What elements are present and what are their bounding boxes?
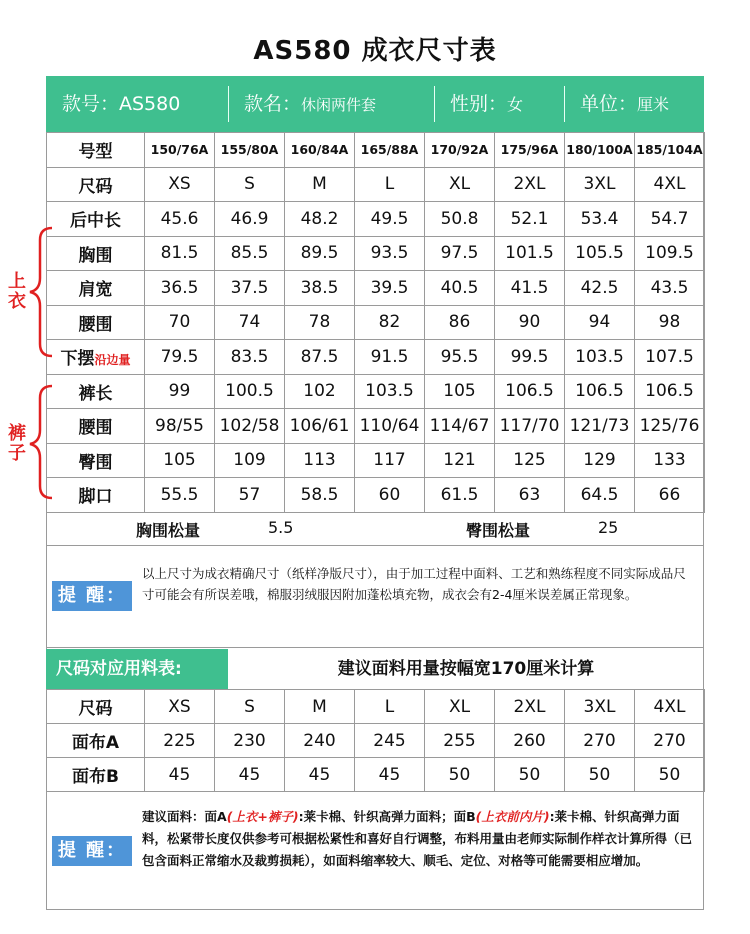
value-cell: 55.5 [145, 478, 215, 513]
value-cell: 103.5 [565, 340, 635, 375]
model-cell: 150/76A [145, 133, 215, 168]
size-cell: S [215, 690, 285, 724]
value-cell: 58.5 [285, 478, 355, 513]
value-cell: 54.7 [635, 202, 705, 237]
row-label-text: 脚口 [78, 487, 113, 508]
value-cell: 117/70 [495, 409, 565, 444]
size-cell: XL [425, 167, 495, 202]
table-row [47, 236, 705, 271]
fabric-subheading: 建议面料用量按幅宽170厘米计算 [337, 659, 595, 679]
value-cell: 102/58 [215, 409, 285, 444]
table-row [47, 478, 705, 513]
size-cell: XL [425, 690, 495, 724]
ease-row [46, 511, 704, 546]
value-cell: 50 [425, 758, 495, 792]
value-cell: 45 [285, 758, 355, 792]
value-cell: 39.5 [355, 271, 425, 306]
value-cell: 125/76 [635, 409, 705, 444]
size-cell: S [215, 167, 285, 202]
row-label-text: 腰围 [78, 314, 113, 335]
value-cell: 270 [635, 724, 705, 758]
value-cell: 87.5 [285, 340, 355, 375]
value-cell: 78 [285, 305, 355, 340]
model-cell: 155/80A [215, 133, 285, 168]
value-cell: 86 [425, 305, 495, 340]
value-cell: 98 [635, 305, 705, 340]
style-name: 款名：休闲两件套 [244, 93, 377, 115]
value-cell: 240 [285, 724, 355, 758]
value-cell: 79.5 [145, 340, 215, 375]
value-cell: 48.2 [285, 202, 355, 237]
model-cell: 170/92A [425, 133, 495, 168]
value-cell: 94 [565, 305, 635, 340]
row-label: 面布A [47, 724, 145, 758]
chest-ease-value: 5.5 [268, 518, 294, 537]
hip-ease-label: 臀围松量 [466, 521, 531, 540]
value-cell: 81.5 [145, 236, 215, 271]
value-cell: 61.5 [425, 478, 495, 513]
value-cell: 106.5 [565, 374, 635, 409]
row-label: 尺码 [47, 690, 145, 724]
value-cell: 129 [565, 443, 635, 478]
size-cell: M [285, 690, 355, 724]
table-row [47, 305, 705, 340]
value-cell: 85.5 [215, 236, 285, 271]
value-cell: 91.5 [355, 340, 425, 375]
size-cell: 2XL [495, 690, 565, 724]
value-cell: 107.5 [635, 340, 705, 375]
row-label: 号型 [47, 133, 145, 168]
table-row [47, 409, 705, 444]
reminder-text: 以上尺寸为成衣精确尺寸（纸样净版尺寸），由于加工过程中面料、工艺和熟练程度不同实际成品尺寸可能会有所误差哦，棉服羽绒服因附加蓬松填充物，成衣会有2-4厘米误差属正常现象。 [142, 566, 686, 602]
row-label [47, 340, 145, 375]
value-cell: 38.5 [285, 271, 355, 306]
model-cell: 175/96A [495, 133, 565, 168]
value-cell: 109 [215, 443, 285, 478]
value-cell: 270 [565, 724, 635, 758]
row-label-text: 腰围 [78, 418, 113, 439]
value-cell: 41.5 [495, 271, 565, 306]
pants-group-bracket [30, 386, 52, 498]
fabric-table [46, 689, 705, 792]
reminder-tag: 提 醒： [52, 581, 132, 611]
value-cell: 46.9 [215, 202, 285, 237]
row-label [47, 443, 145, 478]
model-cell: 180/100A [565, 133, 635, 168]
value-cell: 52.1 [495, 202, 565, 237]
value-cell: 95.5 [425, 340, 495, 375]
hem-note: 沿边量 [94, 353, 131, 368]
page-title: AS580 成衣尺寸表 [253, 36, 497, 66]
value-cell: 225 [145, 724, 215, 758]
pants-group-label: 裤子 [8, 423, 26, 464]
size-cell: 3XL [565, 167, 635, 202]
value-cell: 99.5 [495, 340, 565, 375]
hip-ease-value: 25 [598, 518, 619, 537]
value-cell: 101.5 [495, 236, 565, 271]
size-cell: L [355, 167, 425, 202]
value-cell: 89.5 [285, 236, 355, 271]
style-number: 款号：AS580 [62, 93, 181, 115]
value-cell: 64.5 [565, 478, 635, 513]
value-cell: 45 [145, 758, 215, 792]
value-cell: 106.5 [635, 374, 705, 409]
row-label: 面布B [47, 758, 145, 792]
size-row [47, 167, 705, 202]
size-cell: M [285, 167, 355, 202]
size-table [46, 132, 705, 513]
row-label [47, 202, 145, 237]
table-row [47, 443, 705, 478]
value-cell: 114/67 [425, 409, 495, 444]
value-cell: 42.5 [565, 271, 635, 306]
value-cell: 103.5 [355, 374, 425, 409]
value-cell: 125 [495, 443, 565, 478]
size-cell: 2XL [495, 167, 565, 202]
value-cell: 102 [285, 374, 355, 409]
row-label [47, 236, 145, 271]
value-cell: 105.5 [565, 236, 635, 271]
value-cell: 70 [145, 305, 215, 340]
value-cell: 45.6 [145, 202, 215, 237]
value-cell: 90 [495, 305, 565, 340]
value-cell: 37.5 [215, 271, 285, 306]
value-cell: 260 [495, 724, 565, 758]
value-cell: 50 [635, 758, 705, 792]
value-cell: 255 [425, 724, 495, 758]
model-row [47, 133, 705, 168]
header-bar [46, 76, 704, 132]
value-cell: 121 [425, 443, 495, 478]
value-cell: 63 [495, 478, 565, 513]
value-cell: 53.4 [565, 202, 635, 237]
value-cell: 83.5 [215, 340, 285, 375]
model-cell: 165/88A [355, 133, 425, 168]
value-cell: 106.5 [495, 374, 565, 409]
row-label-text: 臀围 [78, 452, 113, 473]
row-label-text: 下摆 [60, 349, 95, 370]
size-cell: L [355, 690, 425, 724]
table-row [47, 271, 705, 306]
value-cell: 109.5 [635, 236, 705, 271]
table-row [47, 374, 705, 409]
reminder-box [46, 545, 704, 648]
value-cell: 117 [355, 443, 425, 478]
value-cell: 113 [285, 443, 355, 478]
row-label-text: 后中长 [70, 211, 121, 232]
value-cell: 133 [635, 443, 705, 478]
table-row [47, 202, 705, 237]
value-cell: 57 [215, 478, 285, 513]
value-cell: 43.5 [635, 271, 705, 306]
value-cell: 121/73 [565, 409, 635, 444]
row-label: 尺码 [47, 167, 145, 202]
unit: 单位：厘米 [580, 93, 670, 115]
value-cell: 60 [355, 478, 425, 513]
value-cell: 49.5 [355, 202, 425, 237]
value-cell: 50 [495, 758, 565, 792]
fabric-size-row [47, 690, 705, 724]
value-cell: 40.5 [425, 271, 495, 306]
top-group-label: 上衣 [8, 271, 26, 312]
table-row [47, 340, 705, 375]
size-cell: 3XL [565, 690, 635, 724]
fabric-suggestion-text: 建议面料：面A(上衣+裤子):莱卡棉、针织高弹力面料；面B(上衣前内片):莱卡棉、针织高弹力面料，松紧带长度仅供参考可根据松紧性和喜好自行调整，布料用量由老师实际制作样衣计算所得（已包含面料正常缩水及裁剪损耗），如面料缩率较大、顺毛、定位、对格等可能需要相应增加。 [142, 809, 693, 868]
chest-ease-label: 胸围松量 [136, 521, 201, 540]
value-cell: 66 [635, 478, 705, 513]
value-cell: 99 [145, 374, 215, 409]
row-label [47, 478, 145, 513]
top-group-bracket [30, 228, 52, 356]
fabric-heading: 尺码对应用料表: [46, 649, 228, 689]
model-cell: 160/84A [285, 133, 355, 168]
row-label-text: 裤长 [78, 383, 113, 404]
value-cell: 36.5 [145, 271, 215, 306]
value-cell: 93.5 [355, 236, 425, 271]
row-label [47, 409, 145, 444]
row-label [47, 271, 145, 306]
row-label-text: 胸围 [78, 245, 113, 266]
size-cell: 4XL [635, 167, 705, 202]
value-cell: 106/61 [285, 409, 355, 444]
value-cell: 50 [565, 758, 635, 792]
size-cell: XS [145, 167, 215, 202]
row-label [47, 305, 145, 340]
row-label-text: 肩宽 [78, 280, 113, 301]
fabric-row [47, 724, 705, 758]
row-label [47, 374, 145, 409]
value-cell: 110/64 [355, 409, 425, 444]
gender: 性别：女 [450, 93, 524, 115]
value-cell: 74 [215, 305, 285, 340]
value-cell: 50.8 [425, 202, 495, 237]
value-cell: 245 [355, 724, 425, 758]
value-cell: 230 [215, 724, 285, 758]
reminder-box-2 [46, 794, 704, 910]
value-cell: 45 [215, 758, 285, 792]
value-cell: 100.5 [215, 374, 285, 409]
model-cell: 185/104A [635, 133, 705, 168]
value-cell: 98/55 [145, 409, 215, 444]
reminder-tag: 提 醒： [52, 836, 132, 866]
value-cell: 105 [145, 443, 215, 478]
size-cell: XS [145, 690, 215, 724]
fabric-heading-bar [46, 649, 704, 689]
value-cell: 105 [425, 374, 495, 409]
fabric-row [47, 758, 705, 792]
size-cell: 4XL [635, 690, 705, 724]
value-cell: 82 [355, 305, 425, 340]
value-cell: 45 [355, 758, 425, 792]
value-cell: 97.5 [425, 236, 495, 271]
